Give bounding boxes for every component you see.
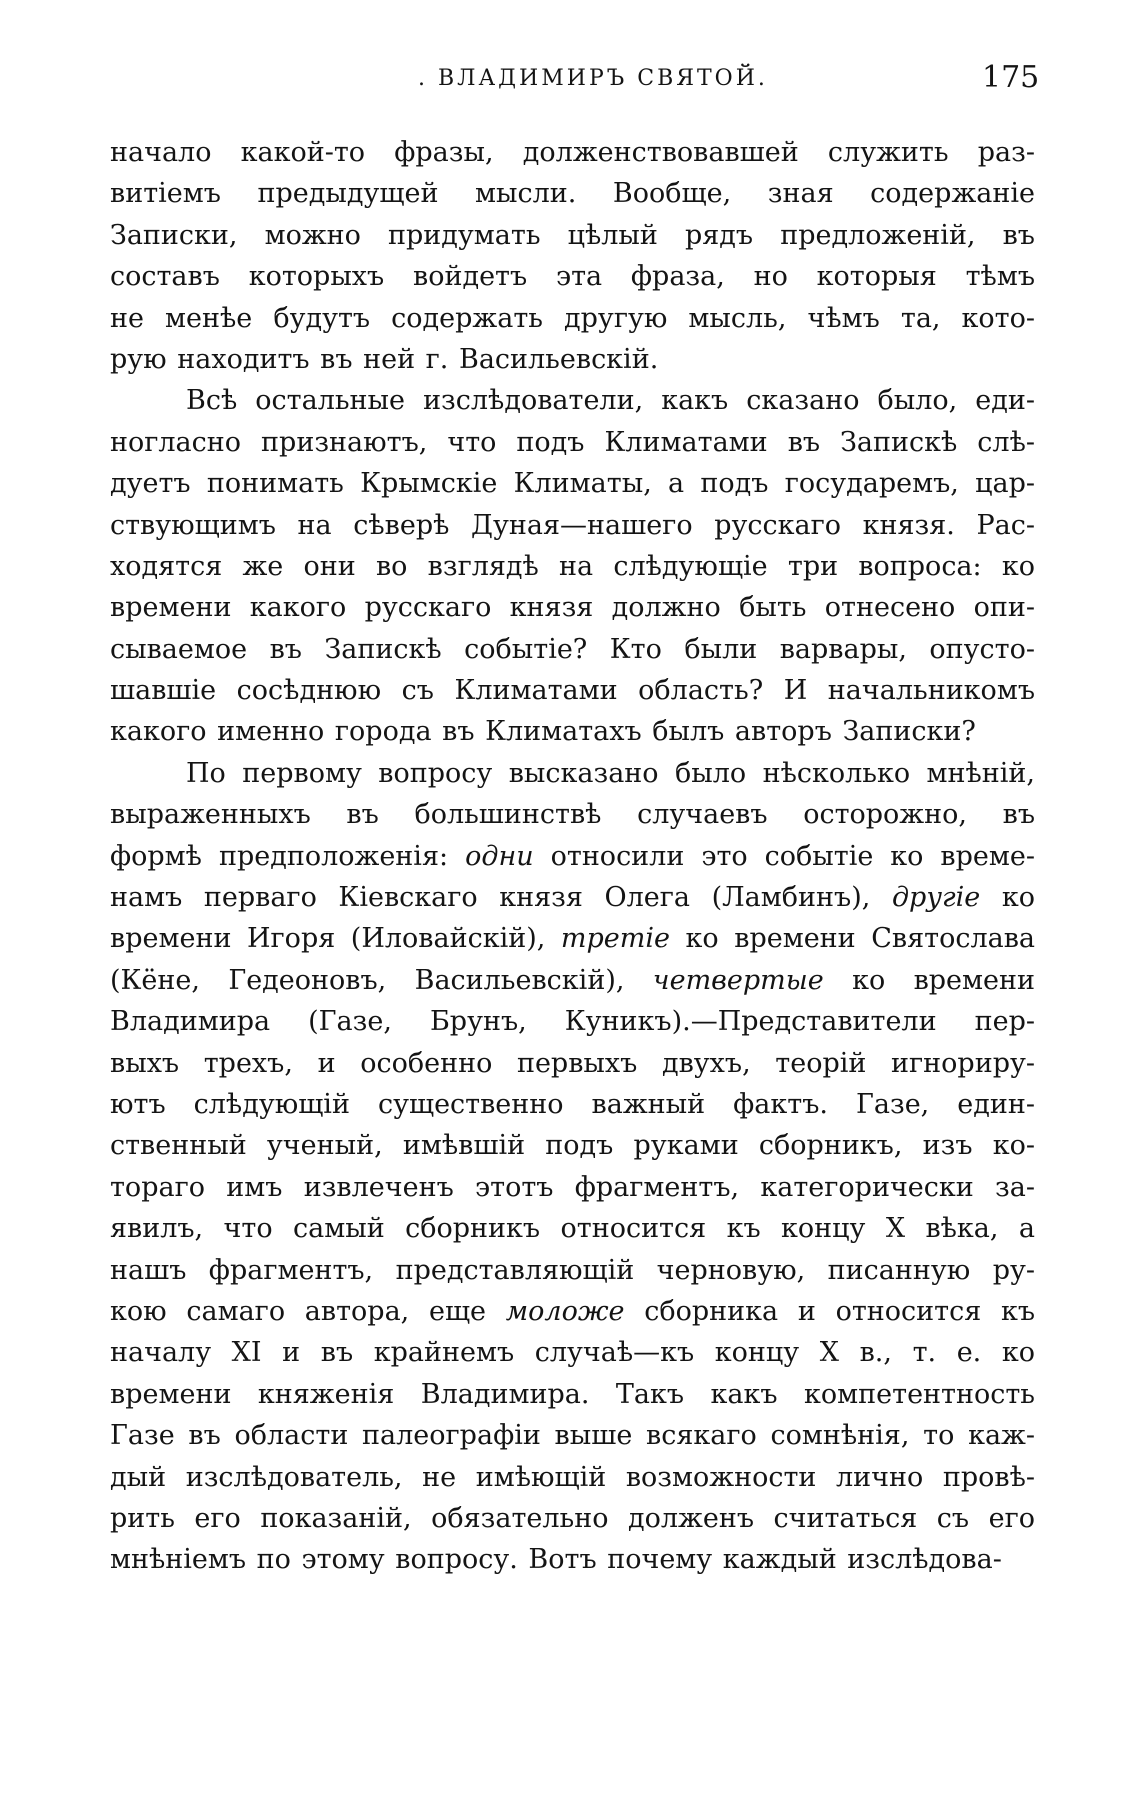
text-segment: кою самаго автора, еще — [110, 1295, 506, 1327]
text-line — [110, 794, 1035, 835]
text-segment: какого именно города въ Климатахъ былъ авторъ Записки? — [110, 716, 976, 748]
text-line — [110, 1457, 1035, 1498]
text-line — [110, 546, 1035, 587]
text-segment: времени какого русскаго князя должно быть отнесено опи- — [110, 592, 1035, 624]
text-line — [110, 877, 1035, 918]
italic-text: четвертые — [652, 964, 824, 996]
text-segment: формѣ предположенія: — [110, 840, 466, 872]
text-segment: дый изслѣдователь, не имѣющій возможности лично провѣ- — [110, 1461, 1035, 1493]
text-segment: нашъ фрагментъ, представляющій черновую, писанную ру- — [110, 1254, 1035, 1286]
text-segment: относили это событіе ко време- — [533, 840, 1035, 872]
text-line — [110, 918, 1035, 959]
text-segment: По первому вопросу высказано было нѣсколько мнѣній, — [186, 757, 1035, 789]
text-line — [110, 1539, 1035, 1580]
text-segment: составъ которыхъ войдетъ эта фраза, но которыя тѣмъ — [110, 261, 1035, 293]
text-segment: ко времени — [823, 964, 1036, 996]
text-segment: дуетъ понимать Крымскіе Климаты, а подъ государемъ, цар- — [110, 468, 1035, 500]
text-segment: рить его показаній, обязательно долженъ считаться съ его — [110, 1502, 1035, 1534]
text-segment: Владимира (Газе, Брунъ, Куникъ).—Представители пер- — [110, 1006, 1035, 1038]
text-segment: шавшіе сосѣднюю съ Климатами область? И начальникомъ — [110, 675, 1035, 707]
text-line — [110, 1167, 1035, 1208]
text-segment: ходятся же они во взглядѣ на слѣдующіе три вопроса: ко — [110, 550, 1035, 582]
text-segment: мнѣніемъ по этому вопросу. Вотъ почему каждый изслѣдова- — [110, 1544, 1002, 1576]
text-line — [110, 422, 1035, 463]
text-line — [110, 1374, 1035, 1415]
paragraph — [110, 132, 1035, 380]
text-segment: Всѣ остальные изслѣдователи, какъ сказано было, еди- — [186, 385, 1035, 417]
text-line — [110, 1001, 1035, 1042]
text-segment: начало какой-то фразы, долженствовавшей служить раз- — [110, 137, 1035, 168]
text-segment: выхъ трехъ, и особенно первыхъ двухъ, теорій игнориру- — [110, 1047, 1035, 1079]
text-segment: сборника и относится къ — [624, 1295, 1035, 1327]
text-line — [110, 960, 1035, 1001]
text-line — [110, 1250, 1035, 1291]
text-line — [110, 670, 1035, 711]
text-line — [110, 298, 1035, 339]
text-line — [110, 256, 1035, 297]
italic-text: третіе — [560, 923, 670, 955]
text-segment: сываемое въ Запискѣ событіе? Кто были варвары, опусто- — [110, 633, 1035, 665]
text-line — [110, 836, 1035, 877]
page-number: 175 — [982, 60, 1040, 95]
text-line — [110, 505, 1035, 546]
text-line — [110, 1291, 1035, 1332]
text-segment: рую находитъ въ ней г. Васильевскій. — [110, 343, 659, 375]
text-segment: началу XI и въ крайнемъ случаѣ—къ концу X в., т. е. ко — [110, 1337, 1035, 1369]
text-segment: Газе въ области палеографіи выше всякаго сомнѣнія, то каж- — [110, 1420, 1035, 1452]
text-segment: ствующимъ на сѣверѣ Дуная—нашего русскаго князя. Рас- — [110, 509, 1035, 541]
italic-text: одни — [465, 840, 534, 872]
text-line — [110, 1415, 1035, 1456]
text-line — [110, 711, 1035, 752]
text-segment: времени Игоря (Иловайскій), — [110, 923, 561, 955]
text-line — [110, 1498, 1035, 1539]
paragraph — [110, 380, 1035, 753]
italic-text: другіе — [891, 882, 981, 914]
text-line — [110, 587, 1035, 628]
text-segment: ногласно признаютъ, что подъ Климатами въ Запискѣ слѣ- — [110, 426, 1035, 458]
text-segment: Записки, можно придумать цѣлый рядъ предложеній, въ — [110, 219, 1035, 251]
text-segment: ко — [980, 882, 1035, 914]
text-line — [110, 132, 1035, 173]
text-segment: ко времени Святослава — [670, 923, 1035, 955]
text-segment: ственный ученый, имѣвшій подъ руками сборникъ, изъ ко- — [110, 1130, 1035, 1162]
paragraph — [110, 753, 1035, 1581]
text-line — [110, 463, 1035, 504]
text-segment: времени княженія Владимира. Такъ какъ компетентность — [110, 1378, 1035, 1410]
text-line — [110, 1332, 1035, 1373]
text-line — [110, 1208, 1035, 1249]
text-line — [110, 173, 1035, 214]
text-segment: выраженныхъ въ большинствѣ случаевъ осторожно, въ — [110, 799, 1035, 831]
text-line — [110, 1125, 1035, 1166]
text-line — [110, 753, 1035, 794]
text-line — [110, 629, 1035, 670]
text-line — [110, 1043, 1035, 1084]
text-line — [110, 380, 1035, 421]
text-segment: явилъ, что самый сборникъ относится къ концу X вѣка, а — [110, 1213, 1035, 1245]
text-segment: (Кёне, Гедеоновъ, Васильевскій), — [110, 964, 653, 996]
text-line — [110, 1084, 1035, 1125]
body-text — [110, 132, 1035, 1581]
italic-text: моложе — [505, 1295, 625, 1327]
text-segment: витіемъ предыдущей мысли. Вообще, зная содержаніе — [110, 178, 1035, 210]
text-line — [110, 339, 1035, 380]
text-segment: намъ перваго Кіевскаго князя Олега (Ламбинъ), — [110, 882, 892, 914]
text-segment: ютъ слѣдующій существенно важный фактъ. Газе, един- — [110, 1088, 1035, 1120]
text-segment: не менѣе будутъ содержать другую мысль, чѣмъ та, кото- — [110, 302, 1035, 334]
text-segment: тораго имъ извлеченъ этотъ фрагментъ, категорически за- — [110, 1171, 1035, 1203]
running-title: . ВЛАДИМИРЪ СВЯТОЙ. — [418, 66, 768, 91]
text-line — [110, 215, 1035, 256]
